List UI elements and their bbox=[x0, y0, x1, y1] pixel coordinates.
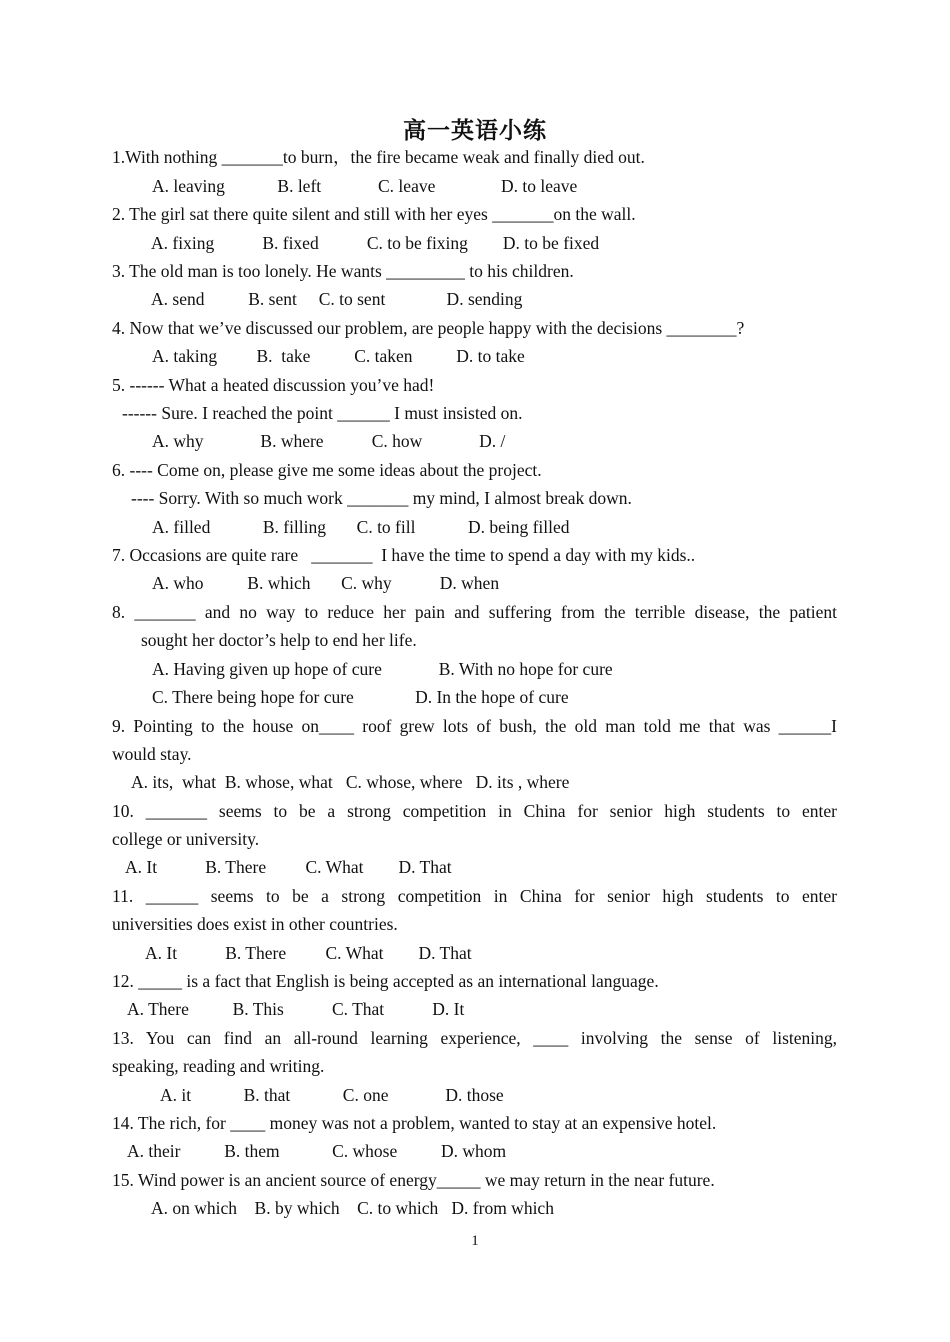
question-1-options: A. leaving B. left C. leave D. to leave bbox=[152, 176, 578, 196]
question-3-options: A. send B. sent C. to sent D. sending bbox=[151, 289, 523, 309]
page-title: 高一英语小练 bbox=[403, 117, 547, 144]
question-13-stem: 13. You can find an all-round learning experience, ____ involving the sense of listening, bbox=[112, 1028, 837, 1048]
question-11-stem-cont: universities does exist in other countries. bbox=[112, 914, 398, 934]
question-14-options: A. their B. them C. whose D. whom bbox=[127, 1141, 507, 1161]
question-10-stem: 10. _______ seems to be a strong competition in China for senior high students to enter bbox=[112, 801, 837, 821]
question-13-options: A. it B. that C. one D. those bbox=[160, 1085, 504, 1105]
question-2-options: A. fixing B. fixed C. to be fixing D. to be fixed bbox=[151, 233, 600, 253]
question-9-options: A. its, what B. whose, what C. whose, where D. its , where bbox=[131, 772, 570, 792]
question-7-stem: 7. Occasions are quite rare _______ I have the time to spend a day with my kids.. bbox=[112, 545, 696, 565]
question-10-options: A. It B. There C. What D. That bbox=[125, 857, 452, 877]
question-4-options: A. taking B. take C. taken D. to take bbox=[152, 346, 525, 366]
question-14-stem: 14. The rich, for ____ money was not a problem, wanted to stay at an expensive hotel. bbox=[112, 1113, 717, 1133]
question-5-reply: ------ Sure. I reached the point ______ I must insisted on. bbox=[122, 403, 523, 423]
question-5-stem: 5. ------ What a heated discussion you’ve had! bbox=[112, 375, 435, 395]
question-8-stem: 8. _______ and no way to reduce her pain and suffering from the terrible disease, the patient bbox=[112, 602, 837, 622]
question-7-options: A. who B. which C. why D. when bbox=[152, 573, 500, 593]
question-3-stem: 3. The old man is too lonely. He wants _________ to his children. bbox=[112, 261, 574, 281]
question-11-stem: 11. ______ seems to be a strong competition in China for senior high students to enter bbox=[112, 886, 837, 906]
question-11-options: A. It B. There C. What D. That bbox=[145, 943, 472, 963]
question-13-stem-cont: speaking, reading and writing. bbox=[112, 1056, 325, 1076]
question-8-stem-cont: sought her doctor’s help to end her life. bbox=[141, 630, 417, 650]
question-2-stem: 2. The girl sat there quite silent and still with her eyes _______on the wall. bbox=[112, 204, 636, 224]
question-8-options-cd: C. There being hope for cure D. In the hope of cure bbox=[152, 687, 569, 707]
question-9-stem: 9. Pointing to the house on____ roof grew lots of bush, the old man told me that was ______I bbox=[112, 716, 837, 736]
question-10-stem-cont: college or university. bbox=[112, 829, 260, 849]
question-8-options-ab: A. Having given up hope of cure B. With no hope for cure bbox=[152, 659, 613, 679]
page-number: 1 bbox=[471, 1233, 479, 1249]
question-4-stem: 4. Now that we’ve discussed our problem, are people happy with the decisions ________? bbox=[112, 318, 745, 338]
question-6-stem: 6. ---- Come on, please give me some ideas about the project. bbox=[112, 460, 542, 480]
question-6-options: A. filled B. filling C. to fill D. being filled bbox=[152, 517, 570, 537]
question-12-options: A. There B. This C. That D. It bbox=[127, 999, 465, 1019]
question-5-options: A. why B. where C. how D. / bbox=[152, 431, 506, 451]
question-15-options: A. on which B. by which C. to which D. from which bbox=[151, 1198, 554, 1218]
question-6-reply: ---- Sorry. With so much work _______ my mind, I almost break down. bbox=[131, 488, 632, 508]
question-12-stem: 12. _____ is a fact that English is being accepted as an international language. bbox=[112, 971, 659, 991]
question-1-stem: 1.With nothing _______to burn，the fire became weak and finally died out. bbox=[112, 147, 645, 167]
question-9-stem-cont: would stay. bbox=[112, 744, 192, 764]
question-15-stem: 15. Wind power is an ancient source of energy_____ we may return in the near future. bbox=[112, 1170, 715, 1190]
